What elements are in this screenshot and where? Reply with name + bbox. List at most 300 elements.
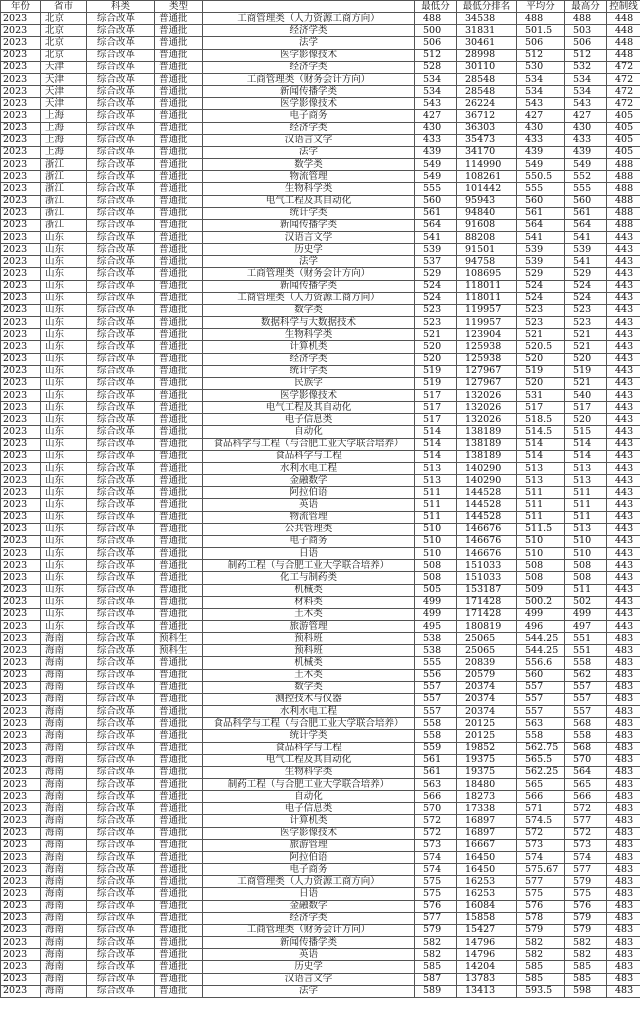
subject-cell: 综合改革	[87, 620, 155, 632]
control-line-cell: 448	[607, 37, 640, 49]
year-cell: 2023	[1, 134, 41, 146]
min-rank-cell: 146676	[457, 535, 517, 547]
control-line-cell: 483	[607, 754, 640, 766]
province-cell: 山东	[41, 402, 87, 414]
province-cell: 海南	[41, 681, 87, 693]
min-score-cell: 558	[415, 730, 457, 742]
max-score-cell: 579	[565, 876, 607, 888]
min-rank-cell: 118011	[457, 280, 517, 292]
major-cell: 汉语言文学	[203, 134, 415, 146]
year-cell: 2023	[1, 791, 41, 803]
province-cell: 北京	[41, 13, 87, 25]
year-cell: 2023	[1, 122, 41, 134]
table-row	[1, 317, 640, 329]
year-cell: 2023	[1, 390, 41, 402]
min-rank-cell: 30461	[457, 37, 517, 49]
min-rank-cell: 94840	[457, 207, 517, 219]
major-cell: 新闻传播学类	[203, 86, 415, 98]
avg-score-cell: 562.25	[517, 766, 565, 778]
province-cell: 山东	[41, 256, 87, 268]
table-row	[1, 754, 640, 766]
table-row	[1, 572, 640, 584]
table-row	[1, 487, 640, 499]
major-cell: 食品科学与工程（与合肥工业大学联合培养）	[203, 718, 415, 730]
year-cell: 2023	[1, 900, 41, 912]
min-rank-cell: 118011	[457, 292, 517, 304]
min-score-cell: 506	[415, 37, 457, 49]
table-row	[1, 134, 640, 146]
min-score-cell: 541	[415, 231, 457, 243]
province-cell: 山东	[41, 535, 87, 547]
avg-score-cell: 520	[517, 353, 565, 365]
min-rank-cell: 18480	[457, 779, 517, 791]
min-rank-cell: 132026	[457, 402, 517, 414]
subject-header: 科类	[87, 1, 155, 13]
subject-cell: 综合改革	[87, 864, 155, 876]
min-score-cell: 439	[415, 146, 457, 158]
major-cell: 机械类	[203, 584, 415, 596]
subject-cell: 综合改革	[87, 25, 155, 37]
avg-score-cell: 575.67	[517, 864, 565, 876]
major-cell: 化工与制药类	[203, 572, 415, 584]
table-row	[1, 961, 640, 973]
avg-score-cell: 427	[517, 110, 565, 122]
control-line-cell: 488	[607, 219, 640, 231]
avg-score-cell: 574.5	[517, 815, 565, 827]
control-line-cell: 443	[607, 462, 640, 474]
major-cell: 旅游管理	[203, 839, 415, 851]
batch-cell: 普通批	[155, 937, 203, 949]
avg-score-cell: 561	[517, 207, 565, 219]
province-cell: 山东	[41, 608, 87, 620]
control-line-cell: 443	[607, 596, 640, 608]
max-score-cell: 582	[565, 937, 607, 949]
min-score-cell: 574	[415, 851, 457, 863]
control-line-cell: 483	[607, 803, 640, 815]
major-cell: 制药工程（与合肥工业大学联合培养）	[203, 560, 415, 572]
year-cell: 2023	[1, 329, 41, 341]
major-cell: 工商管理类（财务会计方向）	[203, 924, 415, 936]
subject-cell: 综合改革	[87, 766, 155, 778]
min-score-cell: 575	[415, 876, 457, 888]
year-cell: 2023	[1, 49, 41, 61]
subject-cell: 综合改革	[87, 523, 155, 535]
batch-cell: 普通批	[155, 742, 203, 754]
year-cell: 2023	[1, 985, 41, 997]
batch-cell: 普通批	[155, 438, 203, 450]
province-cell: 浙江	[41, 219, 87, 231]
major-cell: 统计学类	[203, 730, 415, 742]
min-score-cell: 549	[415, 159, 457, 171]
table-row	[1, 584, 640, 596]
subject-cell: 综合改革	[87, 815, 155, 827]
subject-cell: 综合改革	[87, 961, 155, 973]
major-cell: 汉语言文学	[203, 973, 415, 985]
control-line-cell: 443	[607, 438, 640, 450]
max-score-cell: 517	[565, 402, 607, 414]
major-cell: 经济学类	[203, 25, 415, 37]
year-cell: 2023	[1, 633, 41, 645]
batch-cell: 普通批	[155, 888, 203, 900]
control-line-cell: 448	[607, 13, 640, 25]
subject-cell: 综合改革	[87, 426, 155, 438]
table-row	[1, 888, 640, 900]
major-cell: 材料类	[203, 596, 415, 608]
min-rank-cell: 171428	[457, 608, 517, 620]
min-rank-cell: 127967	[457, 365, 517, 377]
batch-cell: 普通批	[155, 730, 203, 742]
province-cell: 山东	[41, 450, 87, 462]
max-score-header: 最高分	[565, 1, 607, 13]
control-line-cell: 483	[607, 912, 640, 924]
control-line-cell: 443	[607, 487, 640, 499]
batch-cell: 普通批	[155, 353, 203, 365]
major-cell: 新闻传播学类	[203, 280, 415, 292]
table-row	[1, 523, 640, 535]
province-cell: 山东	[41, 487, 87, 499]
major-cell: 数学类	[203, 681, 415, 693]
control-line-cell: 443	[607, 317, 640, 329]
major-cell: 经济学类	[203, 122, 415, 134]
major-cell: 英语	[203, 949, 415, 961]
province-cell: 海南	[41, 742, 87, 754]
avg-score-cell: 575	[517, 888, 565, 900]
province-cell: 海南	[41, 973, 87, 985]
avg-score-cell: 512	[517, 49, 565, 61]
avg-score-cell: 534	[517, 86, 565, 98]
table-row	[1, 146, 640, 158]
control-line-cell: 483	[607, 985, 640, 997]
min-rank-cell: 151033	[457, 572, 517, 584]
year-cell: 2023	[1, 13, 41, 25]
year-cell: 2023	[1, 244, 41, 256]
province-cell: 浙江	[41, 207, 87, 219]
avg-score-cell: 560	[517, 195, 565, 207]
province-cell: 海南	[41, 754, 87, 766]
avg-score-cell: 511	[517, 511, 565, 523]
subject-cell: 综合改革	[87, 779, 155, 791]
min-rank-cell: 138189	[457, 426, 517, 438]
province-cell: 山东	[41, 426, 87, 438]
major-cell: 法学	[203, 985, 415, 997]
avg-score-cell: 529	[517, 268, 565, 280]
batch-cell: 普通批	[155, 146, 203, 158]
subject-cell: 综合改革	[87, 329, 155, 341]
avg-score-cell: 523	[517, 304, 565, 316]
control-line-cell: 443	[607, 450, 640, 462]
province-cell: 海南	[41, 839, 87, 851]
min-score-cell: 557	[415, 693, 457, 705]
min-score-cell: 517	[415, 390, 457, 402]
avg-score-cell: 585	[517, 961, 565, 973]
min-score-cell: 560	[415, 195, 457, 207]
batch-cell: 普通批	[155, 86, 203, 98]
min-score-cell: 585	[415, 961, 457, 973]
min-score-cell: 519	[415, 365, 457, 377]
control-line-cell: 488	[607, 159, 640, 171]
min-score-cell: 557	[415, 681, 457, 693]
batch-cell: 普通批	[155, 329, 203, 341]
avg-score-cell: 582	[517, 937, 565, 949]
min-score-cell: 538	[415, 645, 457, 657]
subject-cell: 综合改革	[87, 681, 155, 693]
major-cell: 测控技术与仪器	[203, 693, 415, 705]
major-cell: 计算机类	[203, 815, 415, 827]
subject-cell: 综合改革	[87, 718, 155, 730]
year-cell: 2023	[1, 280, 41, 292]
subject-cell: 综合改革	[87, 377, 155, 389]
max-score-cell: 540	[565, 390, 607, 402]
max-score-cell: 511	[565, 487, 607, 499]
batch-cell: 普通批	[155, 426, 203, 438]
province-cell: 山东	[41, 560, 87, 572]
batch-cell: 普通批	[155, 122, 203, 134]
table-row	[1, 414, 640, 426]
min-rank-cell: 91501	[457, 244, 517, 256]
avg-score-cell: 496	[517, 620, 565, 632]
batch-cell: 普通批	[155, 754, 203, 766]
max-score-cell: 557	[565, 693, 607, 705]
major-cell: 生物科学类	[203, 329, 415, 341]
control-line-cell: 483	[607, 888, 640, 900]
max-score-cell: 514	[565, 450, 607, 462]
major-cell: 汉语言文学	[203, 231, 415, 243]
min-rank-cell: 146676	[457, 523, 517, 535]
batch-cell: 普通批	[155, 377, 203, 389]
max-score-cell: 555	[565, 183, 607, 195]
min-score-cell: 528	[415, 61, 457, 73]
subject-cell: 综合改革	[87, 693, 155, 705]
control-line-cell: 443	[607, 256, 640, 268]
subject-cell: 综合改革	[87, 195, 155, 207]
avg-score-cell: 582	[517, 949, 565, 961]
major-cell: 新闻传播学类	[203, 937, 415, 949]
major-cell: 物流管理	[203, 511, 415, 523]
subject-cell: 综合改革	[87, 98, 155, 110]
avg-score-cell: 509	[517, 584, 565, 596]
subject-cell: 综合改革	[87, 134, 155, 146]
subject-cell: 综合改革	[87, 268, 155, 280]
major-cell: 计算机类	[203, 341, 415, 353]
major-cell: 法学	[203, 256, 415, 268]
major-cell: 日语	[203, 548, 415, 560]
batch-cell: 普通批	[155, 450, 203, 462]
table-row	[1, 730, 640, 742]
max-score-cell: 568	[565, 718, 607, 730]
major-cell: 电子信息类	[203, 803, 415, 815]
batch-cell: 普通批	[155, 851, 203, 863]
avg-score-cell: 565.5	[517, 754, 565, 766]
max-score-cell: 524	[565, 292, 607, 304]
table-row	[1, 766, 640, 778]
control-line-cell: 443	[607, 511, 640, 523]
min-score-cell: 579	[415, 924, 457, 936]
batch-cell: 普通批	[155, 25, 203, 37]
subject-cell: 综合改革	[87, 584, 155, 596]
control-line-cell: 448	[607, 49, 640, 61]
min-rank-cell: 35473	[457, 134, 517, 146]
avg-score-cell: 585	[517, 973, 565, 985]
year-cell: 2023	[1, 110, 41, 122]
year-cell: 2023	[1, 304, 41, 316]
control-line-cell: 483	[607, 827, 640, 839]
min-rank-cell: 125938	[457, 353, 517, 365]
province-cell: 山东	[41, 511, 87, 523]
avg-score-header: 平均分	[517, 1, 565, 13]
major-cell: 机械类	[203, 657, 415, 669]
max-score-cell: 512	[565, 49, 607, 61]
max-score-cell: 532	[565, 61, 607, 73]
control-line-cell: 488	[607, 183, 640, 195]
avg-score-cell: 524	[517, 280, 565, 292]
min-score-cell: 534	[415, 86, 457, 98]
table-row	[1, 25, 640, 37]
control-line-cell: 483	[607, 633, 640, 645]
year-cell: 2023	[1, 706, 41, 718]
control-line-cell: 443	[607, 499, 640, 511]
province-cell: 海南	[41, 985, 87, 997]
subject-cell: 综合改革	[87, 353, 155, 365]
table-row	[1, 195, 640, 207]
province-cell: 海南	[41, 961, 87, 973]
control-line-cell: 483	[607, 961, 640, 973]
batch-cell: 普通批	[155, 791, 203, 803]
major-cell: 新闻传播学类	[203, 219, 415, 231]
max-score-cell: 557	[565, 706, 607, 718]
major-cell: 生物科学类	[203, 766, 415, 778]
year-cell: 2023	[1, 657, 41, 669]
year-cell: 2023	[1, 839, 41, 851]
avg-score-cell: 562.75	[517, 742, 565, 754]
major-cell: 自动化	[203, 791, 415, 803]
max-score-cell: 549	[565, 159, 607, 171]
province-cell: 山东	[41, 475, 87, 487]
min-score-cell: 430	[415, 122, 457, 134]
year-cell: 2023	[1, 414, 41, 426]
subject-cell: 综合改革	[87, 171, 155, 183]
subject-cell: 综合改革	[87, 341, 155, 353]
min-score-cell: 514	[415, 450, 457, 462]
table-row	[1, 280, 640, 292]
batch-cell: 普通批	[155, 900, 203, 912]
max-score-cell: 502	[565, 596, 607, 608]
province-cell: 北京	[41, 37, 87, 49]
major-cell: 经济学类	[203, 912, 415, 924]
min-rank-cell: 16450	[457, 864, 517, 876]
min-rank-cell: 13783	[457, 973, 517, 985]
max-score-cell: 506	[565, 37, 607, 49]
max-score-cell: 521	[565, 341, 607, 353]
batch-cell: 普通批	[155, 231, 203, 243]
table-row	[1, 791, 640, 803]
table-row	[1, 815, 640, 827]
table-row	[1, 851, 640, 863]
min-rank-cell: 16253	[457, 888, 517, 900]
major-cell: 医学影像技术	[203, 98, 415, 110]
year-cell: 2023	[1, 827, 41, 839]
batch-cell: 普通批	[155, 134, 203, 146]
year-cell: 2023	[1, 730, 41, 742]
table-row	[1, 183, 640, 195]
max-score-cell: 524	[565, 280, 607, 292]
batch-cell: 普通批	[155, 268, 203, 280]
batch-cell: 普通批	[155, 49, 203, 61]
major-header	[203, 1, 415, 13]
control-line-cell: 443	[607, 620, 640, 632]
year-cell: 2023	[1, 572, 41, 584]
avg-score-cell: 499	[517, 608, 565, 620]
min-rank-cell: 16897	[457, 815, 517, 827]
max-score-cell: 543	[565, 98, 607, 110]
major-cell: 电子商务	[203, 864, 415, 876]
year-cell: 2023	[1, 681, 41, 693]
major-cell: 电气工程及其自动化	[203, 402, 415, 414]
batch-cell: 普通批	[155, 924, 203, 936]
min-rank-cell: 146676	[457, 548, 517, 560]
table-row	[1, 937, 640, 949]
province-cell: 海南	[41, 815, 87, 827]
year-cell: 2023	[1, 499, 41, 511]
table-row	[1, 693, 640, 705]
table-row	[1, 244, 640, 256]
major-cell: 英语	[203, 499, 415, 511]
batch-cell: 普通批	[155, 560, 203, 572]
year-cell: 2023	[1, 924, 41, 936]
batch-cell: 普通批	[155, 511, 203, 523]
table-row	[1, 37, 640, 49]
control-line-cell: 483	[607, 937, 640, 949]
min-score-cell: 511	[415, 487, 457, 499]
subject-cell: 综合改革	[87, 159, 155, 171]
year-cell: 2023	[1, 256, 41, 268]
major-cell: 阿拉伯语	[203, 487, 415, 499]
batch-cell: 普通批	[155, 110, 203, 122]
min-score-cell: 427	[415, 110, 457, 122]
control-line-cell: 483	[607, 900, 640, 912]
max-score-cell: 499	[565, 608, 607, 620]
min-rank-cell: 15427	[457, 924, 517, 936]
control-line-cell: 405	[607, 134, 640, 146]
control-line-cell: 488	[607, 171, 640, 183]
province-cell: 山东	[41, 620, 87, 632]
province-cell: 山东	[41, 365, 87, 377]
batch-cell: 普通批	[155, 475, 203, 487]
max-score-cell: 503	[565, 25, 607, 37]
max-score-cell: 541	[565, 256, 607, 268]
subject-cell: 综合改革	[87, 535, 155, 547]
year-cell: 2023	[1, 426, 41, 438]
max-score-cell: 433	[565, 134, 607, 146]
table-row	[1, 839, 640, 851]
table-row	[1, 548, 640, 560]
avg-score-cell: 501.5	[517, 25, 565, 37]
table-row	[1, 13, 640, 25]
avg-score-cell: 520.5	[517, 341, 565, 353]
control-line-cell: 443	[607, 329, 640, 341]
batch-cell: 普通批	[155, 985, 203, 997]
control-line-cell: 483	[607, 839, 640, 851]
min-rank-cell: 127967	[457, 377, 517, 389]
min-score-cell: 537	[415, 256, 457, 268]
batch-cell: 普通批	[155, 365, 203, 377]
major-cell: 电子信息类	[203, 414, 415, 426]
min-score-cell: 499	[415, 608, 457, 620]
control-line-cell: 443	[607, 535, 640, 547]
avg-score-cell: 518.5	[517, 414, 565, 426]
province-cell: 山东	[41, 353, 87, 365]
min-score-cell: 557	[415, 706, 457, 718]
header-row	[1, 1, 640, 13]
